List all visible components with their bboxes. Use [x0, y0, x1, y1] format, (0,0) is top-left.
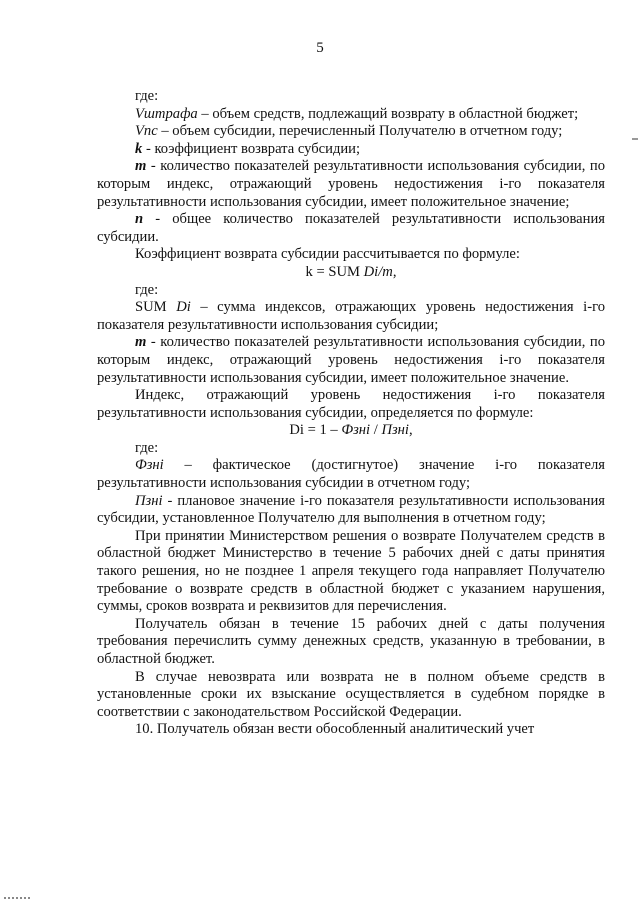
- definition-v-pc: [97, 123, 605, 141]
- document-body: [97, 88, 605, 739]
- definition-m-2: [97, 334, 605, 387]
- formula-left: k = SUM: [305, 263, 364, 280]
- paragraph-return-decision: При принятии Министерством решения о возврате Получателем средств в областной бюджет Министерство в течение 5 рабочих дней с даты принятия такого решения, но не позднее 1 апреля текущего года направляет Получателю требование о возврате средств в областной бюджет с указанием нарушения, суммы, сроков возврата и реквизитов для перечисления.: [97, 527, 605, 615]
- definition-text: - общее количество показателей результативности использования субсидии.: [97, 211, 605, 245]
- formula-end: ,: [392, 263, 397, 280]
- formula-italic: Di/m: [363, 263, 393, 280]
- symbol-k: k: [135, 140, 143, 157]
- formula-pzni: Пзні: [381, 422, 409, 439]
- definition-text: - коэффициент возврата субсидии;: [142, 140, 361, 157]
- di-formula-intro: Индекс, отражающий уровень недостижения i-го показателя результативности использования субсидии, определяется по формуле:: [97, 387, 605, 421]
- paragraph-non-return: В случае невозврата или возврата не в полном объеме средств в установленные сроки их взыскание осуществляется в судебном порядке в соответствии с законодательством Российской Федерации.: [97, 668, 605, 720]
- formula-slash: /: [370, 422, 382, 439]
- definition-text: – объем субсидии, перечисленный Получателю в отчетном году;: [157, 123, 563, 140]
- definition-m: [97, 158, 605, 211]
- symbol-v-pc: Vпс: [135, 123, 158, 140]
- k-formula-intro: Коэффициент возврата субсидии рассчитывается по формуле:: [135, 246, 520, 263]
- symbol-fzni: Фзні: [135, 457, 164, 474]
- symbol-m: т: [135, 334, 147, 351]
- formula-fzni: Фзні: [341, 422, 371, 439]
- definition-text: - количество показателей результативности использования субсидии, по которым индекс, отражающий уровень недостижения i-го показателя результативности использования субсидии, имеет положительное значение.: [97, 334, 605, 386]
- definition-pzni: [97, 493, 605, 528]
- footer-mark: [4, 897, 30, 899]
- di-formula: [97, 422, 605, 440]
- where-label: где:: [135, 439, 159, 456]
- sum-prefix: SUM: [135, 299, 177, 316]
- margin-mark: [632, 138, 638, 140]
- definition-k: [97, 141, 605, 159]
- definition-text: - количество показателей результативности использования субсидии, по которым индекс, отражающий уровень недостижения i-го показателя результативности использования субсидии, имеет положительное значение;: [97, 158, 605, 210]
- page-number: 5: [316, 40, 324, 56]
- symbol-n: п: [135, 211, 144, 228]
- symbol-m: т: [135, 158, 147, 175]
- definition-text: – сумма индексов, отражающих уровень недостижения i-го показателя результативности использования субсидии;: [97, 299, 605, 333]
- definition-text: - плановое значение i-го показателя результативности использования субсидии, установленное Получателю для выполнения в отчетном году;: [97, 492, 605, 527]
- k-formula: [97, 264, 605, 282]
- definition-text: – объем средств, подлежащий возврату в областной бюджет;: [197, 105, 579, 122]
- paragraph-item-10: 10. Получатель обязан вести обособленный аналитический учет: [135, 721, 535, 738]
- symbol-v-shtrafa: Vштрафа: [135, 105, 198, 122]
- formula-left: Di = 1 –: [289, 422, 342, 439]
- where-label: где:: [135, 281, 159, 298]
- definition-text: – фактическое (достигнутое) значение i-го показателя результативности использования субсидии в отчетном году;: [97, 457, 605, 492]
- symbol-di: Di: [176, 299, 191, 316]
- definition-sum-di: [97, 299, 605, 334]
- symbol-pzni: Пзні: [135, 492, 163, 509]
- where-label: где:: [135, 88, 159, 104]
- definition-v-shtrafa: [97, 106, 605, 124]
- paragraph-recipient-obligation: Получатель обязан в течение 15 рабочих дней с даты получения требования перечислить сумму денежных средств, указанную в требовании, в областной бюджет.: [97, 615, 605, 667]
- formula-end: ,: [408, 422, 413, 439]
- definition-fzni: [97, 457, 605, 492]
- definition-n: [97, 211, 605, 246]
